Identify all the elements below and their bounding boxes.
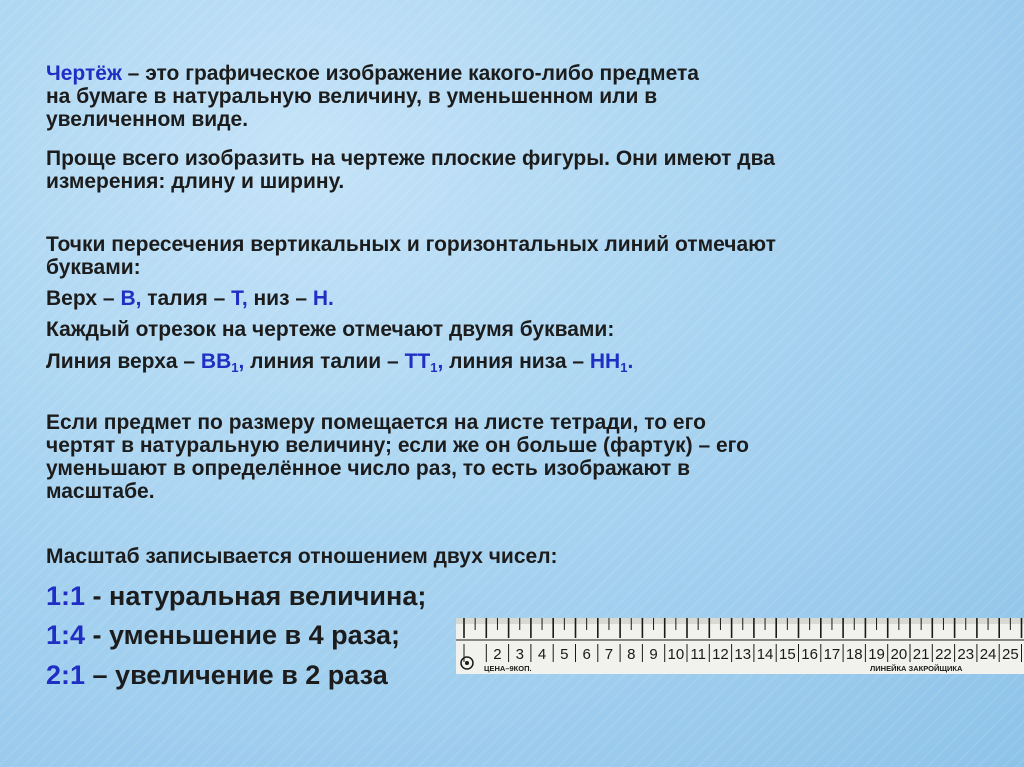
ruler-number: 19	[868, 646, 885, 663]
scale-text-line-2: чертят в натуральную величину; если же он больше (фартук) – его	[46, 434, 749, 457]
line-waist-name: $ТТ_1$,	[404, 350, 444, 375]
ruler-name-label: ЛИНЕЙКА ЗАКРОЙЩИКА	[870, 664, 963, 673]
ruler-number: 10	[667, 646, 685, 663]
definition-line-1: Чертёж – это графическое изображение какого-либо предмета	[46, 62, 699, 85]
scale-ratio: 1:4	[46, 620, 86, 650]
line-top-name: $ВВ_1$,	[200, 350, 245, 375]
ruler-number: 2	[493, 646, 502, 663]
definition-line-2: на бумаге в натуральную величину, в уменьшенном или в	[46, 85, 658, 108]
ruler-number: 17	[823, 646, 841, 663]
scale-text-line-3: уменьшают в определённое число раз, то есть изображают в	[46, 457, 690, 480]
letter-waist: Т,	[231, 287, 248, 310]
lines-line: Линия верха – $ВВ_1$, линия талии – $ТТ_1$, линия низа – $НН_1$.	[46, 350, 634, 375]
ruler-image	[456, 618, 1024, 674]
definition-line-3: увеличенном виде.	[46, 108, 249, 131]
letter-top: В,	[120, 287, 142, 310]
scale-ratio: 2:1	[46, 660, 86, 690]
ruler-number: 11	[690, 646, 706, 663]
intersection-line-2: буквами:	[46, 256, 141, 279]
ruler-number: 13	[734, 646, 752, 663]
scale-text-line-4: масштабе.	[46, 480, 155, 503]
term-drawing: Чертёж	[46, 62, 122, 85]
scale-ratio: 1:1	[46, 581, 86, 611]
ruler-number: 3	[515, 646, 524, 663]
scale-text-line-1: Если предмет по размеру помещается на листе тетради, то его	[46, 411, 706, 434]
segment-line: Каждый отрезок на чертеже отмечают двумя буквами:	[46, 318, 615, 341]
ruler-number: 7	[604, 646, 614, 663]
scale-item-1: 1:1 - натуральная величина;	[46, 581, 427, 611]
ruler-number: 25	[1002, 646, 1019, 663]
ruler-number: 6	[582, 646, 591, 663]
ruler-number: 12	[712, 646, 729, 663]
ruler-number: 14	[756, 646, 774, 663]
letter-bottom: Н.	[312, 287, 334, 310]
ruler-number: 16	[801, 646, 818, 663]
ruler-number: 8	[627, 646, 636, 663]
scale-item-3: 2:1 – увеличение в 2 раза	[46, 660, 388, 690]
line-bottom-name: $НН_1$.	[589, 350, 634, 375]
ruler-number: 18	[845, 646, 863, 663]
ruler-number: 21	[912, 646, 930, 663]
ruler-number: 24	[979, 646, 997, 663]
ruler-number: 20	[890, 646, 908, 663]
simple-figures-line-2: измерения: длину и ширину.	[46, 170, 345, 193]
ruler-number: 9	[649, 646, 658, 663]
ruler-number: 4	[537, 646, 547, 663]
ruler-number: 5	[560, 646, 569, 663]
ruler-top-edge	[456, 618, 1024, 624]
simple-figures-line-1: Проще всего изобразить на чертеже плоские фигуры. Они имеют два	[46, 147, 775, 170]
scale-intro: Масштаб записывается отношением двух чисел:	[46, 545, 558, 568]
ruler-number: 23	[957, 646, 975, 663]
scale-item-2: 1:4 - уменьшение в 4 раза;	[46, 620, 401, 650]
intersection-line-1: Точки пересечения вертикальных и горизонтальных линий отмечают	[46, 233, 776, 256]
ruler-price-label: ЦЕНА–9КОП.	[484, 664, 532, 673]
letters-line: Верх – В, талия – Т, низ – Н.	[46, 287, 334, 310]
tailor-ruler	[456, 618, 1024, 674]
ruler-number: 15	[779, 646, 796, 663]
ruler-number: 22	[935, 646, 952, 663]
